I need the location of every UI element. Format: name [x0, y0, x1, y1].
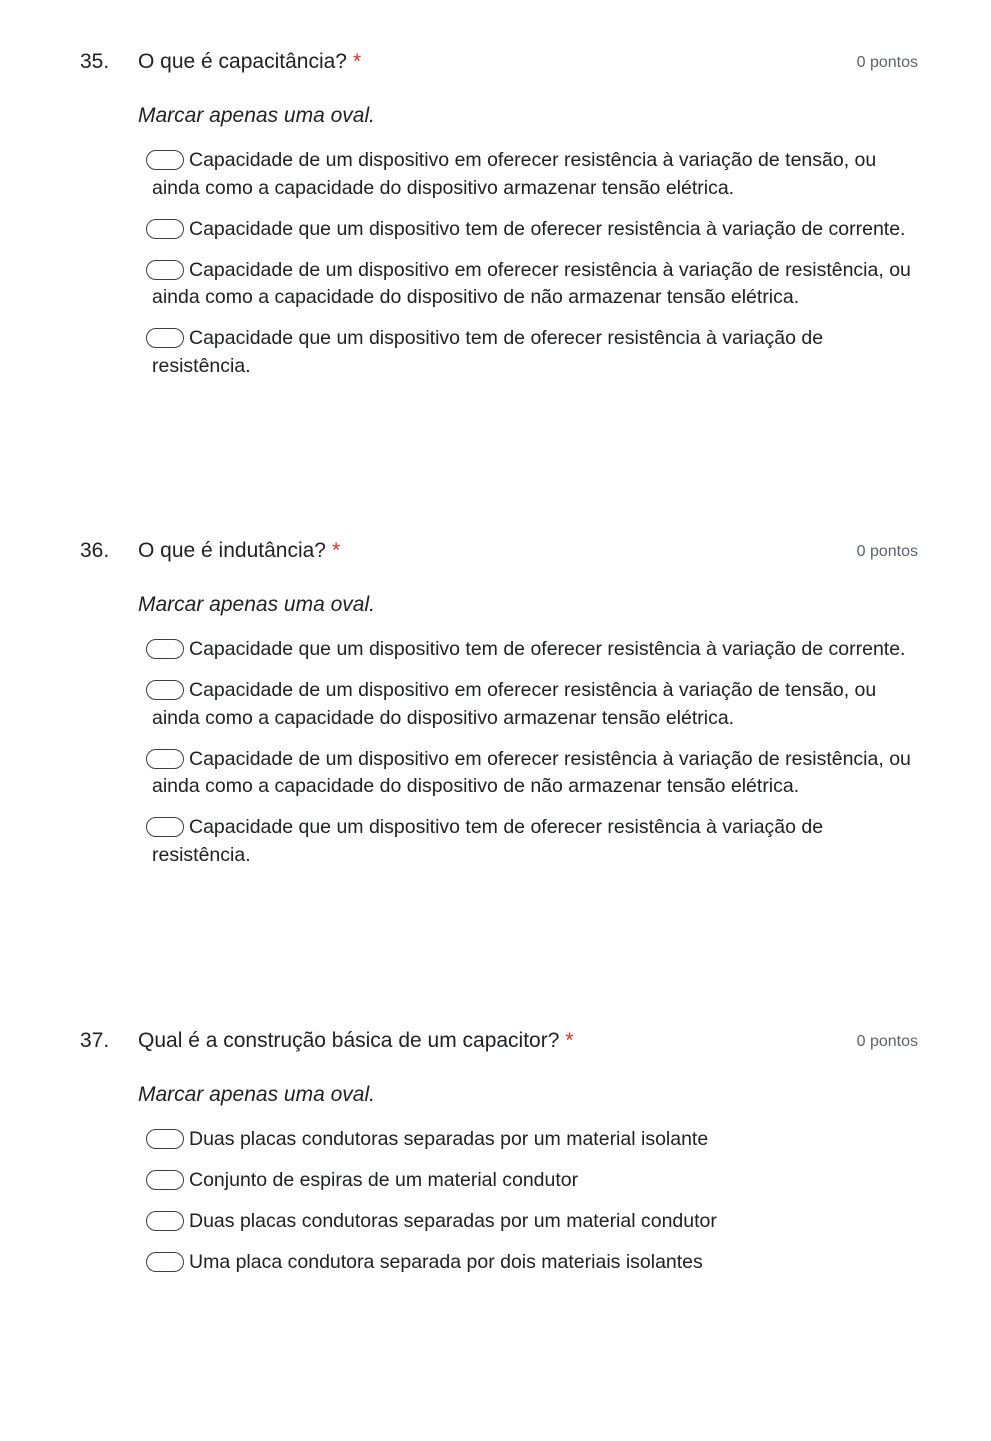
option-item[interactable] — [152, 636, 912, 664]
question-number: 37. — [80, 1029, 110, 1052]
option-label: Capacidade que um dispositivo tem de oferecer resistência à variação de resistência. — [152, 816, 824, 866]
option-item[interactable] — [152, 1249, 912, 1277]
question-header — [0, 49, 991, 79]
option-item[interactable] — [152, 1126, 912, 1154]
radio-oval[interactable] — [146, 1252, 184, 1272]
option-item[interactable] — [152, 677, 912, 732]
option-label: Capacidade que um dispositivo tem de oferecer resistência à variação de corrente. — [189, 638, 906, 660]
question-title — [138, 538, 340, 564]
option-label: Capacidade que um dispositivo tem de oferecer resistência à variação de corrente. — [189, 217, 906, 240]
question-title — [138, 49, 361, 75]
option-item[interactable] — [152, 814, 912, 869]
option-item[interactable] — [152, 147, 912, 202]
question-title-text: O que é indutância? — [138, 539, 326, 562]
radio-oval[interactable] — [146, 1170, 184, 1190]
question-points: 0 pontos — [856, 1033, 918, 1050]
question-instruction: Marcar apenas uma oval. — [138, 104, 375, 127]
options-list — [152, 1126, 912, 1290]
required-asterisk: * — [352, 50, 362, 73]
radio-oval[interactable] — [146, 680, 184, 700]
option-label: Capacidade de um dispositivo em oferecer resistência à variação de tensão, ou ainda como a capacidade do dispositivo armazenar tensão elétrica. — [152, 679, 877, 729]
question-title-text: Qual é a construção básica de um capacitor? — [138, 1029, 560, 1052]
required-asterisk: * — [565, 1029, 574, 1052]
question-instruction: Marcar apenas uma oval. — [138, 1083, 375, 1106]
option-label: Duas placas condutoras separadas por um material isolante — [189, 1128, 709, 1150]
option-item[interactable] — [152, 746, 912, 801]
option-item[interactable] — [152, 325, 912, 380]
option-item[interactable] — [152, 257, 912, 312]
option-label: Capacidade de um dispositivo em oferecer resistência à variação de resistência, ou ainda como a capacidade do dispositivo de não armazenar tensão elétrica. — [152, 258, 911, 308]
radio-oval[interactable] — [146, 219, 184, 239]
question-points: 0 pontos — [856, 543, 918, 560]
option-label: Capacidade de um dispositivo em oferecer resistência à variação de tensão, ou ainda como a capacidade do dispositivo armazenar tensão elétrica. — [152, 149, 877, 199]
radio-oval[interactable] — [146, 150, 184, 170]
question-instruction: Marcar apenas uma oval. — [138, 593, 375, 616]
radio-oval[interactable] — [146, 1129, 184, 1149]
option-item[interactable] — [152, 1208, 912, 1236]
option-item[interactable] — [152, 216, 912, 244]
question-number: 36. — [80, 539, 110, 562]
radio-oval[interactable] — [146, 1211, 184, 1231]
option-label: Capacidade que um dispositivo tem de oferecer resistência à variação de resistência. — [152, 327, 824, 377]
question-header — [0, 1028, 991, 1058]
radio-oval[interactable] — [146, 260, 184, 280]
option-label: Duas placas condutoras separadas por um material condutor — [189, 1210, 717, 1232]
option-label: Capacidade de um dispositivo em oferecer resistência à variação de resistência, ou ainda como a capacidade do dispositivo de não armazenar tensão elétrica. — [152, 747, 911, 797]
options-list — [152, 147, 912, 394]
option-item[interactable] — [152, 1167, 912, 1195]
options-list — [152, 636, 912, 883]
radio-oval[interactable] — [146, 328, 184, 348]
option-label: Conjunto de espiras de um material condutor — [189, 1169, 579, 1191]
question-number: 35. — [80, 50, 110, 73]
question-header — [0, 538, 991, 568]
radio-oval[interactable] — [146, 749, 184, 769]
question-title-text: O que é capacitância? — [138, 50, 347, 73]
radio-oval[interactable] — [146, 817, 184, 837]
radio-oval[interactable] — [146, 639, 184, 659]
required-asterisk: * — [331, 539, 341, 562]
question-title — [138, 1028, 574, 1054]
question-points: 0 pontos — [856, 54, 918, 71]
option-label: Uma placa condutora separada por dois materiais isolantes — [189, 1251, 703, 1273]
